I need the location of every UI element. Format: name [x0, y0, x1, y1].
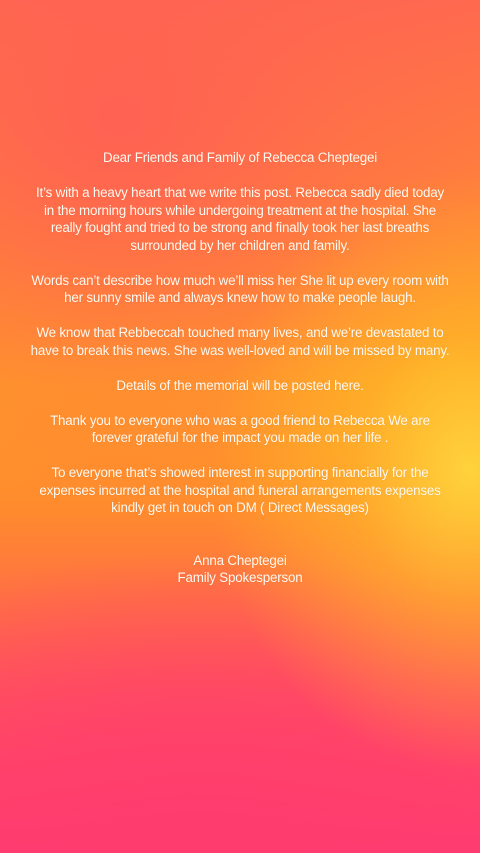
spacer	[12, 359, 468, 377]
spacer	[12, 394, 468, 412]
greeting-text: Dear Friends and Family of Rebecca Cheptegei	[102, 150, 378, 165]
spacer	[12, 447, 468, 465]
signature-name: Anna Cheptegei	[193, 552, 287, 568]
paragraph-devastated: We know that Rebbeccah touched many lives, and we’re devastated to have to break this news. She was well-loved and will be missed by many.	[30, 325, 450, 358]
spacer	[12, 254, 468, 272]
paragraph-tribute: Words can’t describe how much we’ll miss her She lit up every room with her sunny smile and always knew how to make people laugh.	[31, 272, 449, 305]
paragraph-announcement: It’s with a heavy heart that we write this post. Rebecca sadly died today in the morning hours while undergoing treatment at the hospital. She really fought and tried to be strong and finally took her last breaths surrounded by her children and family.	[36, 185, 444, 253]
spacer	[12, 517, 468, 552]
paragraph-memorial: Details of the memorial will be posted here.	[116, 377, 364, 393]
signature-title: Family Spokesperson	[177, 570, 303, 585]
post-text-block	[12, 149, 468, 587]
paragraph-support: To everyone that’s showed interest in supporting financially for the expenses incurred at the hospital and funeral arrangements expenses kindly get in touch on DM ( Direct Messages)	[39, 465, 441, 515]
paragraph-thanks: Thank you to everyone who was a good friend to Rebecca We are forever grateful for the impact you made on her life .	[50, 412, 430, 445]
spacer	[12, 167, 468, 185]
spacer	[12, 307, 468, 325]
